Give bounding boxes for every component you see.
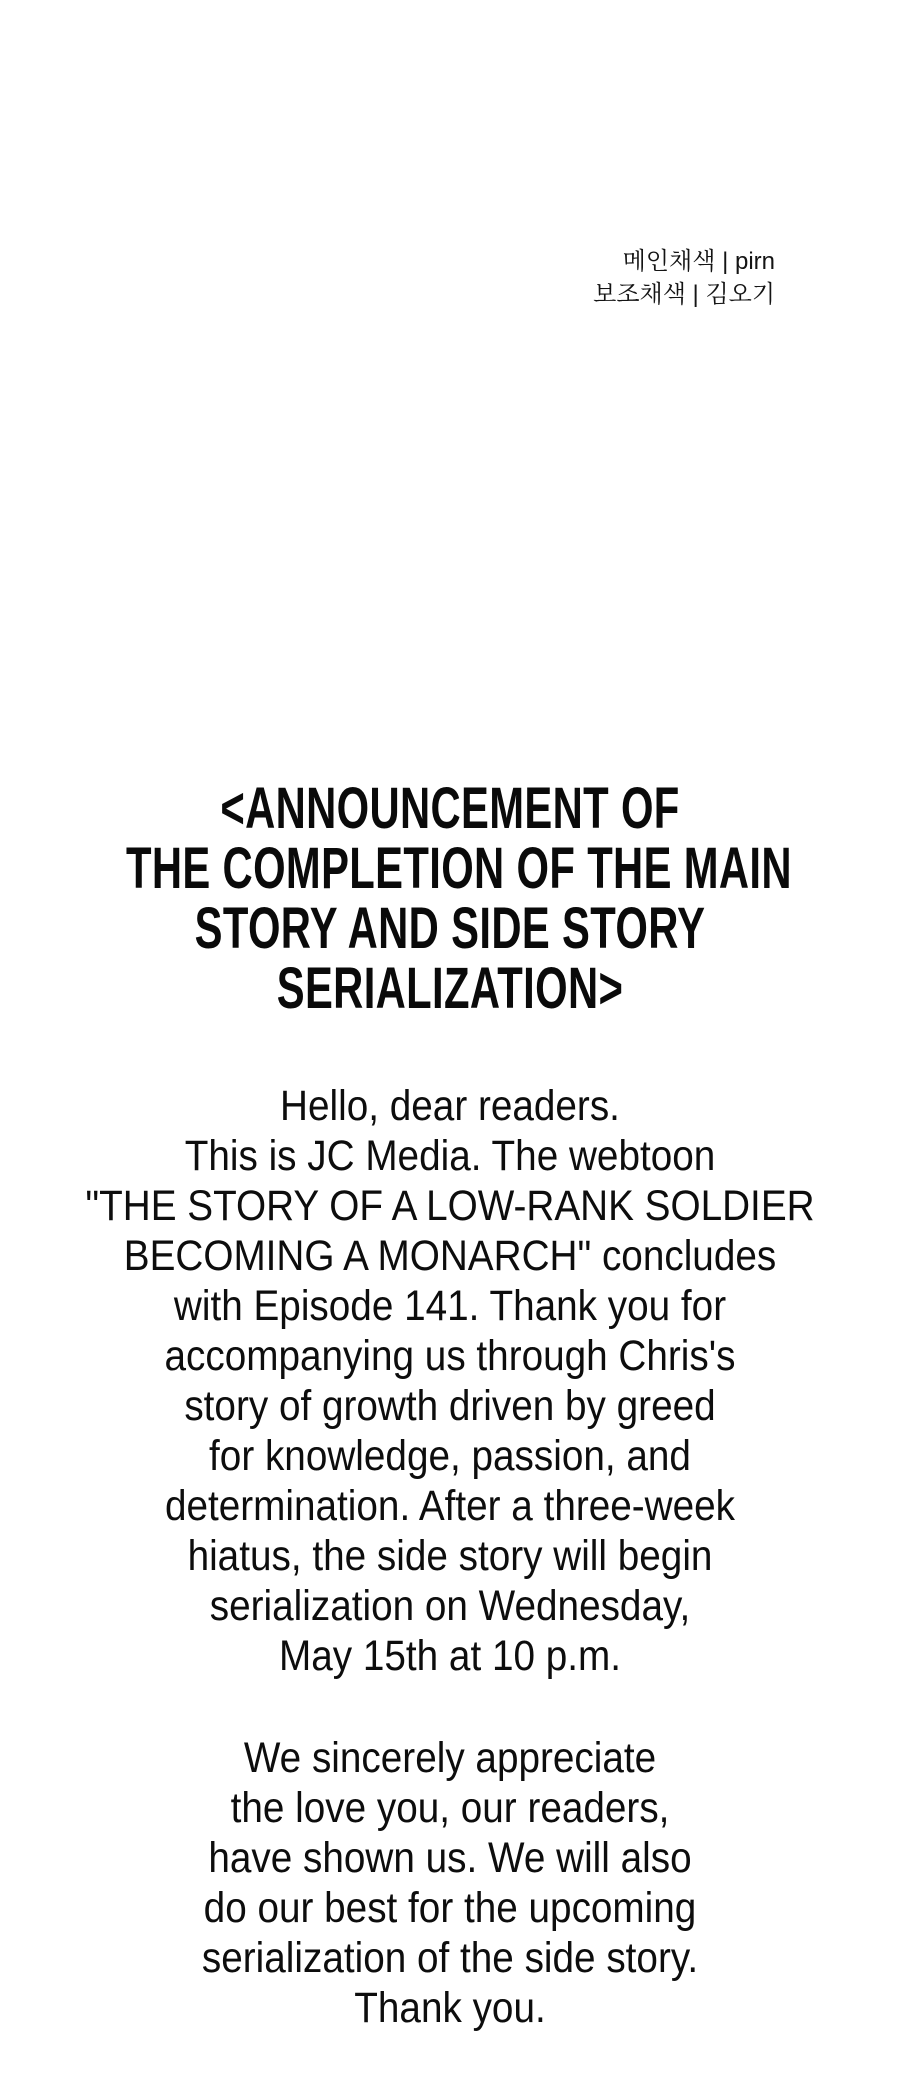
announcement-paragraph-2 bbox=[45, 1733, 855, 2033]
staff-credits bbox=[593, 245, 775, 311]
paragraph2-line: the love you, our readers, bbox=[230, 1784, 670, 1832]
paragraph1-line: accompanying us through Chris's bbox=[164, 1332, 736, 1380]
paragraph2-line: have shown us. We will also bbox=[208, 1834, 692, 1882]
announcement-paragraph-1 bbox=[45, 1081, 855, 1681]
paragraph1-line: BECOMING A MONARCH" concludes bbox=[123, 1232, 777, 1280]
paragraph2-line: We sincerely appreciate bbox=[243, 1734, 657, 1782]
paragraph1-line: story of growth driven by greed bbox=[184, 1382, 716, 1430]
title-line-1: <ANNOUNCEMENT OF bbox=[220, 776, 680, 841]
paragraph2-line: Thank you. bbox=[354, 1984, 546, 2032]
paragraph1-line: "THE STORY OF A LOW-RANK SOLDIER bbox=[85, 1182, 815, 1230]
paragraph1-line: May 15th at 10 p.m. bbox=[278, 1632, 622, 1680]
title-line-3: STORY AND SIDE STORY bbox=[194, 896, 706, 961]
credit-assistant-coloring: 보조채색 | 김오기 bbox=[593, 281, 775, 308]
paragraph1-line: determination. After a three-week bbox=[164, 1482, 736, 1530]
announcement-title bbox=[126, 776, 792, 1021]
paragraph1-line: for knowledge, passion, and bbox=[209, 1432, 691, 1480]
paragraph1-line: with Episode 141. Thank you for bbox=[173, 1282, 727, 1330]
paragraph1-line: serialization on Wednesday, bbox=[209, 1582, 691, 1630]
paragraph2-line: serialization of the side story. bbox=[201, 1934, 699, 1982]
title-line-2: THE COMPLETION OF THE MAIN bbox=[126, 836, 792, 901]
paragraph1-line: This is JC Media. The webtoon bbox=[184, 1132, 716, 1180]
paragraph2-line: do our best for the upcoming bbox=[203, 1884, 697, 1932]
credit-main-coloring: 메인채색 | pirn bbox=[622, 248, 775, 275]
paragraph1-line: Hello, dear readers. bbox=[280, 1082, 620, 1130]
paragraph1-line: hiatus, the side story will begin bbox=[187, 1532, 713, 1580]
title-line-4: SERIALIZATION> bbox=[276, 956, 624, 1021]
